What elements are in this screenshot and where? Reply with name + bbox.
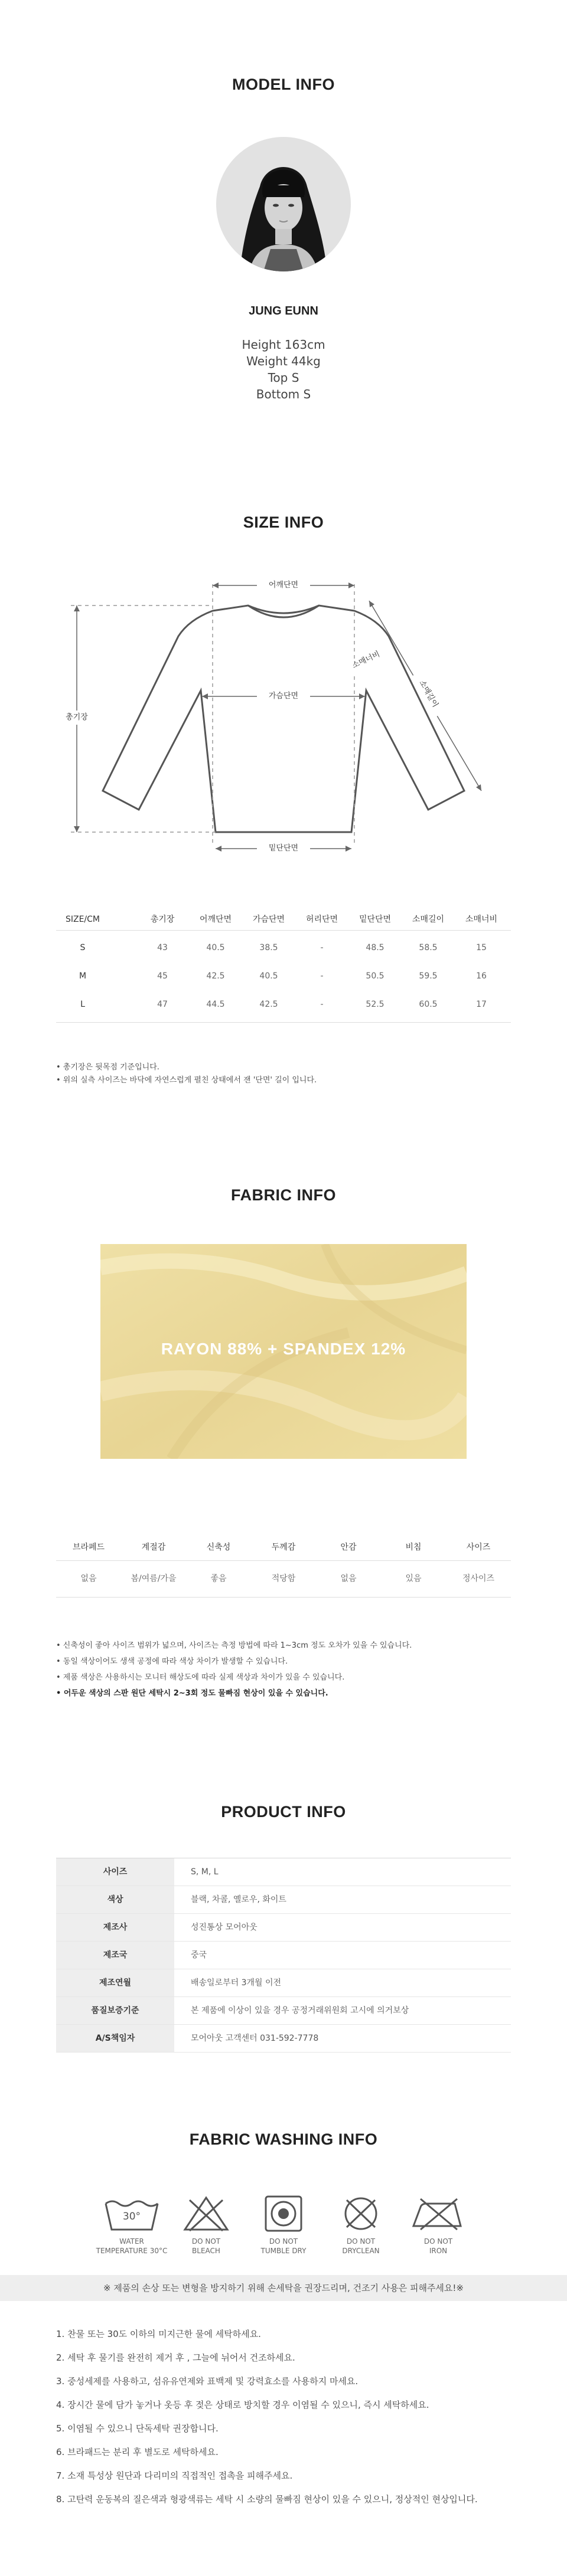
product-info-title: PRODUCT INFO [221, 1803, 346, 1821]
product-info-value: 모어아웃 고객센터 031-592-7778 [191, 2034, 319, 2043]
model-measurements [0, 336, 567, 402]
fabric-value-cell: 없음 [80, 1574, 97, 1583]
label-shoulder: 어깨단면 [268, 581, 299, 590]
size-table-header-cell: 소매너비 [465, 915, 498, 924]
product-info-label: 품질보증기준 [56, 1997, 174, 2024]
wash-label-line: DO NOT [423, 2237, 453, 2246]
size-table-cell: 52.5 [366, 1000, 384, 1009]
washing-instruction: 6. 브라패드는 분리 후 별도로 세탁하세요. [56, 2447, 219, 2457]
wash-label-line: BLEACH [192, 2247, 220, 2255]
size-table-cell: 60.5 [419, 1000, 438, 1009]
label-sleeve-length: 소매길이 [410, 670, 445, 718]
size-table-cell: 48.5 [366, 943, 384, 953]
fabric-header-cell: 비침 [405, 1543, 422, 1552]
washing-instruction: 4. 장시간 물에 담가 놓거나 옷등 후 젖은 상태로 방치할 경우 이염될 수 있으니, 즉시 세탁하세요. [56, 2400, 429, 2410]
fabric-value-cell: 정사이즈 [462, 1574, 495, 1583]
fabric-note: • 제품 색상은 사용하시는 모니터 해상도에 따라 실제 색상과 차이가 있을 수 있습니다. [56, 1673, 345, 1682]
wash-label [93, 2237, 170, 2256]
wash-label-line: DO NOT [269, 2237, 298, 2246]
size-table-header-cell: 허리단면 [305, 915, 338, 924]
product-info-value: 블랙, 차콜, 옐로우, 화이트 [191, 1895, 286, 1904]
size-table-header-cell: 가슴단면 [252, 915, 285, 924]
fabric-value-cell: 봄/여름/가을 [131, 1574, 177, 1583]
fabric-header-cell: 사이즈 [466, 1543, 491, 1552]
model-bottom-size: Bottom S [256, 387, 311, 401]
product-info-label: 사이즈 [56, 1858, 174, 1886]
size-table-cell: 47 [157, 1000, 168, 1009]
size-table-cell: 42.5 [259, 1000, 278, 1009]
table-row [56, 1997, 511, 2025]
fabric-info-title: FABRIC INFO [231, 1186, 336, 1204]
label-chest: 가슴단면 [268, 692, 299, 701]
label-hem: 밑단단면 [268, 844, 299, 853]
fabric-header-cell: 신축성 [206, 1543, 231, 1552]
model-weight: Weight 44kg [246, 354, 321, 368]
size-note: • 총기장은 뒷목점 기준입니다. [56, 1063, 159, 1072]
table-row [56, 935, 511, 961]
no-dryclean-item [322, 2195, 399, 2256]
no-tumble-dry-item [245, 2195, 322, 2256]
model-top-size: Top S [268, 371, 299, 385]
model-avatar [216, 137, 351, 271]
wash-label [400, 2237, 477, 2256]
size-table-cell: 44.5 [206, 1000, 225, 1009]
size-table-cell: 43 [157, 943, 168, 953]
wash-label-line: IRON [429, 2247, 448, 2255]
fabric-header-cell: 두께감 [271, 1543, 296, 1552]
fabric-note-emphasis: • 어두운 색상의 스판 원단 세탁시 2~3회 정도 물빠짐 현상이 있을 수 있습니다. [56, 1689, 328, 1698]
wash-label [322, 2237, 399, 2256]
table-row [56, 1858, 511, 1886]
no-bleach-icon [177, 2195, 236, 2232]
fabric-composition: RAYON 88% + SPANDEX 12% [161, 1340, 406, 1358]
no-dryclean-icon [331, 2195, 390, 2232]
size-table-cell: 15 [476, 943, 487, 953]
table-row [56, 1914, 511, 1942]
fabric-header-cell: 계절감 [141, 1543, 166, 1552]
table-row [56, 991, 511, 1017]
table-row [56, 1886, 511, 1914]
size-table-header-cell: 총기장 [150, 915, 175, 924]
washing-info-title: FABRIC WASHING INFO [189, 2130, 378, 2148]
washing-instruction: 3. 중성세제를 사용하고, 섬유유연제와 표백제 및 강력효소를 사용하지 마세요. [56, 2376, 359, 2387]
wash-30-item [93, 2195, 170, 2256]
model-height: Height 163cm [242, 338, 325, 352]
product-info-value: 중국 [191, 1950, 207, 1960]
washing-instruction: 5. 이염될 수 있으니 단독세탁 권장합니다. [56, 2423, 219, 2434]
product-info-label: 제조연월 [56, 1969, 174, 1996]
size-table-header-cell: 소매길이 [412, 915, 445, 924]
wash-label [245, 2237, 322, 2256]
size-note: • 위의 실측 사이즈는 바닥에 자연스럽게 펼친 상태에서 잰 '단면' 길이 입니다. [56, 1076, 317, 1085]
table-row [56, 2025, 511, 2053]
model-info-title: MODEL INFO [232, 76, 335, 93]
table-row [56, 1969, 511, 1997]
product-info-value: 성진통상 모어아웃 [191, 1923, 258, 1932]
size-table-cell: - [320, 1000, 324, 1009]
size-table-cell: - [320, 971, 324, 981]
size-table-cell: 40.5 [259, 971, 278, 981]
fabric-value-cell: 좋음 [210, 1574, 227, 1583]
size-table-cell: 58.5 [419, 943, 438, 953]
wash-label-line: WATER [119, 2237, 144, 2246]
size-info-title: SIZE INFO [243, 513, 324, 531]
size-table-cell: 45 [157, 971, 168, 981]
model-name: JUNG EUNN [249, 305, 318, 318]
size-diagram [47, 567, 520, 873]
wash-label-line: DO NOT [346, 2237, 376, 2246]
fabric-notes [56, 1638, 412, 1701]
size-notes [56, 1061, 317, 1087]
product-info-label: 제조사 [56, 1914, 174, 1941]
product-info-label: 색상 [56, 1886, 174, 1913]
fabric-note: • 동일 색상이어도 생색 공정에 따라 색상 차이가 발생할 수 있습니다. [56, 1657, 288, 1666]
size-table-cell: 16 [476, 971, 487, 981]
garment-outline [103, 605, 464, 832]
size-table-cell: 38.5 [259, 943, 278, 953]
table-row [56, 963, 511, 989]
washing-instruction: 7. 소재 특성상 원단과 다리미의 직접적인 접촉을 피해주세요. [56, 2470, 293, 2481]
size-table-cell: 50.5 [366, 971, 384, 981]
washing-instruction: 1. 찬물 또는 30도 이하의 미지근한 물에 세탁하세요. [56, 2329, 261, 2339]
divider [56, 1022, 511, 1023]
size-table-cell: S [80, 943, 86, 953]
wash-label-line: DO NOT [191, 2237, 221, 2246]
size-table-header-cell: SIZE/CM [65, 915, 100, 924]
wash-label [168, 2237, 245, 2256]
table-row [56, 1942, 511, 1969]
wash-label-line: DRYCLEAN [342, 2247, 380, 2255]
label-sleeve-width: 소매너비 [342, 644, 390, 676]
size-table-cell: 42.5 [206, 971, 225, 981]
product-info-label: A/S책임자 [56, 2025, 174, 2052]
label-total-length: 총기장 [66, 713, 88, 722]
washing-instruction: 8. 고탄력 운동복의 질은색과 형광색류는 세탁 시 소량의 물빠짐 현상이 있을 수 있으니, 정상적인 현상입니다. [56, 2494, 478, 2505]
no-iron-icon [409, 2195, 468, 2232]
fabric-header-cell: 안감 [340, 1543, 357, 1552]
no-tumble-dry-icon [254, 2195, 313, 2232]
size-table-cell: M [79, 971, 87, 981]
fabric-note: • 신축성이 좋아 사이즈 범위가 넓으며, 사이즈는 측정 방법에 따라 1~3cm 정도 오차가 있을 수 있습니다. [56, 1641, 412, 1650]
size-table-cell: 17 [476, 1000, 487, 1009]
fabric-value-cell: 적당함 [271, 1574, 296, 1583]
size-table-cell: - [320, 943, 324, 953]
garment-neckline [248, 605, 319, 617]
wash-label-line: TEMPERATURE 30°C [96, 2247, 168, 2255]
fabric-value-cell: 있음 [405, 1574, 422, 1583]
fabric-table-header [56, 1534, 511, 1561]
washing-instruction: 2. 세탁 후 물기를 완전히 제거 후 , 그늘에 뉘어서 건조하세요. [56, 2352, 295, 2363]
fabric-header-cell: 브라페드 [72, 1543, 105, 1552]
product-info-value: S, M, L [191, 1867, 219, 1877]
fabric-photo [100, 1244, 467, 1459]
fabric-value-cell: 없음 [340, 1574, 357, 1583]
product-info-label: 제조국 [56, 1942, 174, 1969]
product-info-value: 배송일로부터 3개월 이전 [191, 1978, 282, 1988]
product-info-value: 본 제품에 이상이 있을 경우 공정거래위원회 고시에 의거보상 [191, 2006, 409, 2015]
size-table-cell: 59.5 [419, 971, 438, 981]
no-bleach-item [168, 2195, 245, 2256]
size-table-header-cell: 어깨단면 [199, 915, 232, 924]
size-table-header-cell: 밑단단면 [359, 915, 392, 924]
wash-temperature-number: 30° [122, 2211, 141, 2223]
size-table-cell: 40.5 [206, 943, 225, 953]
wash-label-line: TUMBLE DRY [260, 2247, 307, 2255]
washing-warning-banner: ※ 제품의 손상 또는 변형을 방지하기 위해 손세탁을 권장드리며, 건조기 사용은 피해주세요!※ [0, 2275, 567, 2301]
table-row [56, 1560, 511, 1598]
no-iron-item [400, 2195, 477, 2256]
wash-30-icon [102, 2195, 161, 2232]
fabric-attribute-table [56, 1534, 511, 1599]
size-table-header [56, 909, 511, 931]
size-table-cell: L [80, 1000, 85, 1009]
